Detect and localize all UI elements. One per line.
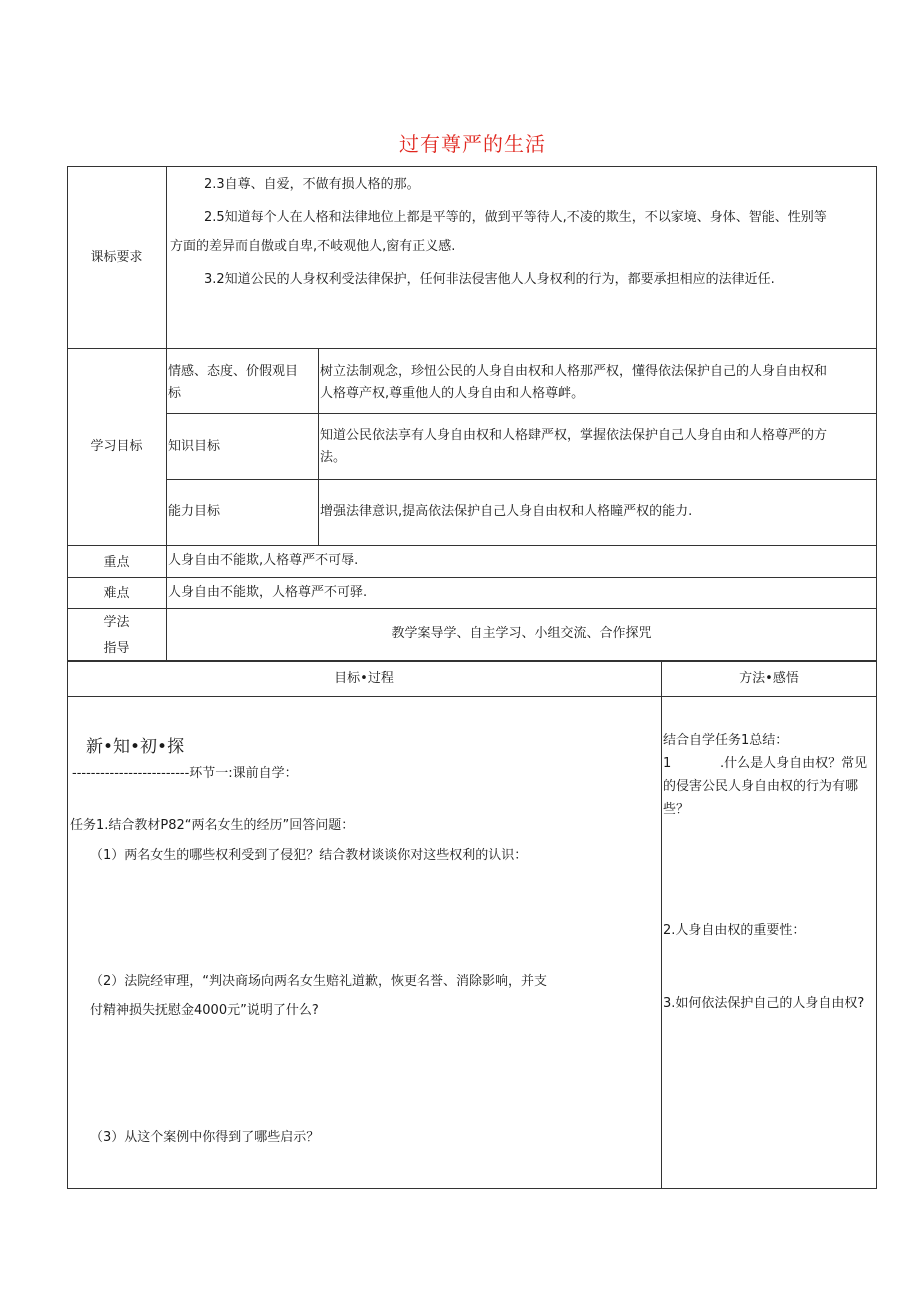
kebiao-line-3: 方面的差异而自傲或自卑,不岐观他人,窗有正义感. [170,239,456,254]
task-1: 任务1.结合教材P82“两名女生的经历”回答问题： [70,818,355,833]
kebiao-label: 课标要求 [90,250,143,265]
goal-emotion-name-line-2: 标 [168,386,182,401]
side-item-3: 3.如何依法保护自己的人身自由权? [663,996,865,1011]
kebiao-line-2: 2.5知道每个人在人格和法律地位上都是平等的，做到平等待人,不凌的欺生，不以家境、身体、智能、性别等 [204,210,827,225]
goal-ability-name: 能力目标 [168,504,221,519]
header-method: 方法•感悟 [739,671,799,686]
goal-emotion-content-line-1: 树立法制观念，珍忸公民的人身自由权和人格那严权，懂得依法保护自己的人身自由权和 [320,364,828,379]
header-process: 目标•过程 [334,671,394,686]
table2-column-divider [661,661,662,1189]
side-item-1-number: 1 [663,756,672,771]
question-2-line-1: （2）法院经审理，“判决商场向两名女生赔礼道歉，恢更名誉、消除影响，并支 [90,974,548,989]
page-title: 过有尊严的生活 [399,132,546,156]
question-1: （1）两名女生的哪些权利受到了侵犯？结合教材谈谈你对这些权利的认识： [90,848,528,863]
side-item-1-text: .什么是人身自由权？常见 [720,756,868,771]
row-divider-nandian [67,608,877,609]
xuefa-content: 教学案导学、自主学习、小组交流、合作探咒 [391,626,652,641]
goal-knowledge-content-line-2: 法。 [320,450,347,465]
zhongdian-label: 重点 [103,555,130,570]
xuexi-label: 学习目标 [90,439,143,454]
side-item-1-line-3: 些？ [663,802,690,817]
goal-emotion-content-line-2: 人格尊产权,尊重他人的人身自由和人格尊衅。 [320,386,585,401]
row-divider-zhongdian [67,577,877,578]
question-3: （3）从这个案例中你得到了哪些启示？ [90,1130,320,1145]
goal-knowledge-name: 知识目标 [168,439,221,454]
nandian-content: 人身自由不能欺，人格尊严不可驿. [168,585,368,600]
process-section-line: -------------------------环节一:课前自学： [72,766,298,781]
row-divider-kebiao [67,348,877,349]
row-divider-xuexi-2 [166,479,877,480]
table1-subcolumn-divider [318,348,319,545]
zhongdian-content: 人身自由不能欺,人格尊严不可辱. [168,553,359,568]
side-intro: 结合自学任务1总结： [663,733,789,748]
nandian-label: 难点 [103,586,130,601]
row-divider-xuexi [67,545,877,546]
table2-header-divider [67,696,877,697]
goal-emotion-name-line-1: 情感、态度、价假观目 [168,364,299,379]
row-divider-xuexi-1 [166,413,877,414]
xuefa-label-line-2: 指导 [103,641,130,656]
side-item-1-line-2: 的侵害公民人身自由权的行为有哪 [663,779,859,794]
kebiao-line-4: 3.2知道公民的人身权利受法律保护，任何非法侵害他人人身权利的行为，都要承担相应的法律近任. [204,272,775,287]
question-2-line-2: 付精神损失抚慰金4000元”说明了什么? [90,1003,319,1018]
xuefa-label-line-1: 学法 [103,615,130,630]
goal-ability-content: 增强法律意识,提高依法保护自己人身自由权和人格瞳严权的能力. [320,504,693,519]
goal-knowledge-content-line-1: 知道公民依法享有人身自由权和人格肆严权，掌握依法保护自己人身自由和人格尊严的方 [320,428,828,443]
side-item-2: 2.人身自由权的重要性： [663,923,806,938]
kebiao-line-1: 2.3自尊、自爱，不做有损人格的那。 [204,177,420,192]
process-heading: 新•知•初•探 [86,737,185,757]
